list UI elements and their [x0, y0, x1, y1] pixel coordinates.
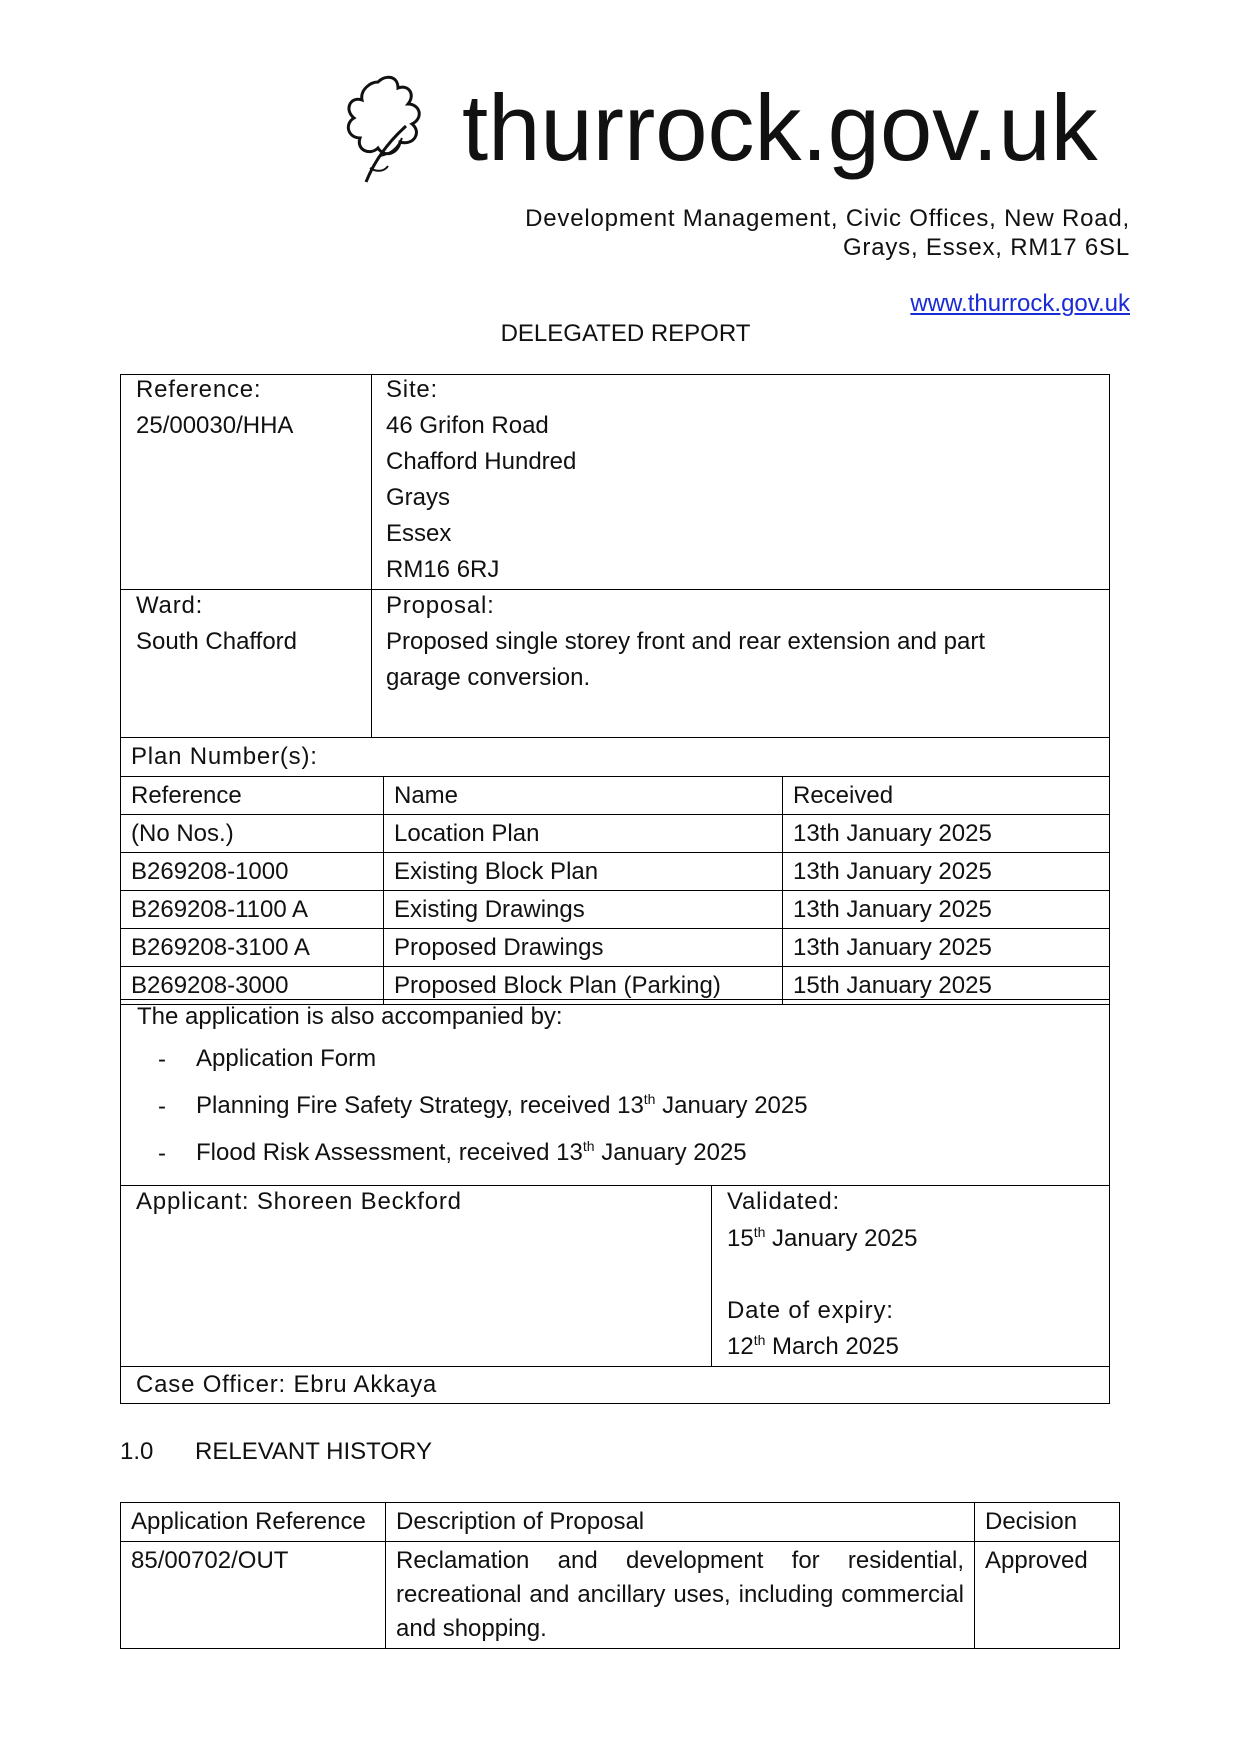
accompanying-item	[196, 1088, 808, 1124]
ordinal-suffix: th	[643, 1091, 656, 1107]
date-rest: January 2025	[765, 1225, 918, 1252]
accompanying-intro: The application is also accompanied by:	[137, 1003, 563, 1030]
site-line: RM16 6RJ	[386, 556, 500, 583]
office-address	[525, 204, 1130, 262]
history-reference: 85/00702/OUT	[121, 1542, 386, 1649]
site-line: Chafford Hundred	[386, 448, 577, 475]
proposal-label: Proposal:	[386, 592, 495, 619]
bullet-dash: -	[158, 1140, 166, 1167]
column-header: Decision	[975, 1503, 1120, 1542]
site-label: Site:	[386, 376, 439, 403]
site-line: Grays	[386, 484, 451, 511]
reference-label: Reference:	[136, 376, 262, 403]
divider	[371, 374, 372, 737]
plan-name: Proposed Block Plan (Parking)	[384, 967, 783, 1005]
ward-value: South Chafford	[136, 628, 298, 655]
plan-reference: B269208-3000	[121, 967, 384, 1005]
table-header-row	[121, 777, 1110, 815]
site-line: Essex	[386, 520, 452, 547]
report-title: DELEGATED REPORT	[500, 320, 751, 347]
history-table	[120, 1502, 1120, 1649]
history-decision: Approved	[975, 1542, 1120, 1649]
item-text: Planning Fire Safety Strategy, received 13	[196, 1092, 644, 1119]
plan-received: 15th January 2025	[783, 967, 1110, 1005]
column-header: Reference	[121, 777, 384, 815]
plan-reference: B269208-1000	[121, 853, 384, 891]
case-officer: Case Officer: Ebru Akkaya	[136, 1371, 438, 1398]
date-day: 15	[727, 1225, 754, 1252]
column-header: Description of Proposal	[386, 1503, 975, 1542]
plan-received: 13th January 2025	[783, 815, 1110, 853]
reference-value: 25/00030/HHA	[136, 412, 294, 439]
divider	[120, 589, 1110, 590]
logo-wordmark: thurrock.gov.uk	[462, 75, 1098, 180]
site-line: 46 Grifon Road	[386, 412, 549, 439]
plan-name: Existing Block Plan	[384, 853, 783, 891]
plan-received: 13th January 2025	[783, 853, 1110, 891]
applicant-name: Applicant: Shoreen Beckford	[136, 1188, 462, 1215]
plan-reference: (No Nos.)	[121, 815, 384, 853]
proposal-line: garage conversion.	[386, 664, 591, 691]
plans-label: Plan Number(s):	[131, 743, 318, 770]
plan-name: Location Plan	[384, 815, 783, 853]
validated-date	[727, 1221, 918, 1257]
ward-label: Ward:	[136, 592, 204, 619]
plan-name: Existing Drawings	[384, 891, 783, 929]
plan-name: Proposed Drawings	[384, 929, 783, 967]
date-day: 12	[727, 1333, 754, 1360]
section-title: RELEVANT HISTORY	[195, 1438, 432, 1465]
table-row	[121, 891, 1110, 929]
plan-reference: B269208-1100 A	[121, 891, 384, 929]
section-number: 1.0	[120, 1438, 154, 1465]
history-description: Reclamation and development for residential, recreational and ancillary uses, including commercial and shopping.	[386, 1542, 975, 1649]
accompanying-item: Application Form	[196, 1045, 377, 1072]
item-text: Flood Risk Assessment, received 13	[196, 1139, 583, 1166]
address-line: Grays, Essex, RM17 6SL	[842, 234, 1130, 261]
column-header: Application Reference	[121, 1503, 386, 1542]
table-row	[121, 1542, 1120, 1649]
column-header: Name	[384, 777, 783, 815]
date-rest: March 2025	[765, 1333, 899, 1360]
divider	[711, 1185, 712, 1366]
table-row	[121, 853, 1110, 891]
bullet-dash: -	[158, 1093, 166, 1120]
expiry-label: Date of expiry:	[727, 1297, 894, 1324]
bullet-dash: -	[158, 1046, 166, 1073]
plan-received: 13th January 2025	[783, 891, 1110, 929]
table-row	[121, 815, 1110, 853]
expiry-date	[727, 1329, 899, 1365]
plans-table	[120, 776, 1110, 1005]
address-line: Development Management, Civic Offices, New Road,	[525, 205, 1130, 232]
validated-label: Validated:	[727, 1188, 840, 1215]
oak-leaf-icon	[336, 72, 446, 192]
website-link[interactable]: www.thurrock.gov.uk	[910, 290, 1130, 317]
item-text: January 2025	[655, 1092, 808, 1119]
ordinal-suffix: th	[753, 1224, 766, 1240]
ordinal-suffix: th	[582, 1138, 595, 1154]
table-row	[121, 929, 1110, 967]
plan-received: 13th January 2025	[783, 929, 1110, 967]
council-logo	[336, 68, 1136, 188]
accompanying-item	[196, 1135, 747, 1171]
table-header-row	[121, 1503, 1120, 1542]
plan-reference: B269208-3100 A	[121, 929, 384, 967]
ordinal-suffix: th	[753, 1332, 766, 1348]
item-text: January 2025	[594, 1139, 747, 1166]
proposal-line: Proposed single storey front and rear extension and part	[386, 628, 986, 655]
column-header: Received	[783, 777, 1110, 815]
